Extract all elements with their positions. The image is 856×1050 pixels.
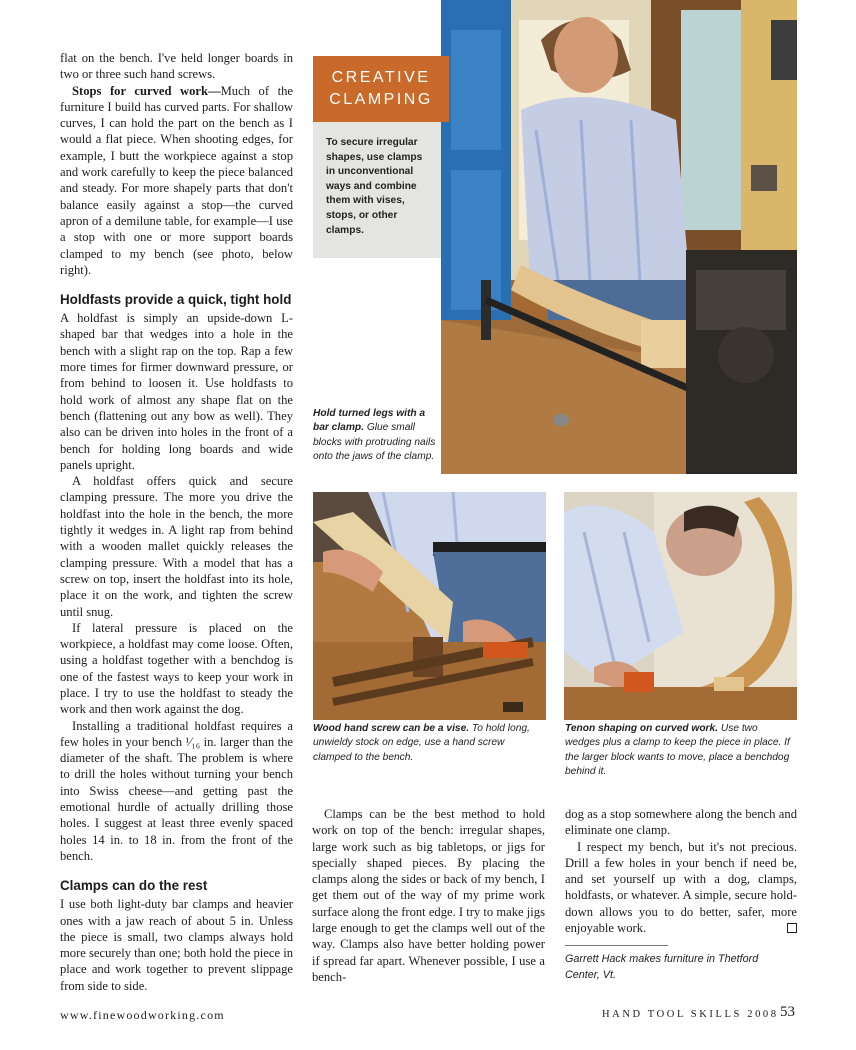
paragraph: A holdfast offers quick and secure clamping pressure. The more you drive the holdfast into the hole in the bench, the more tightly it wedges in. A light rap from behind with a wooden mallet quickly releases the clamping pressure. With a model that has a screw on top, insert the holdfast into its hole, place it on the work, and tighten the screw until snug. — [60, 474, 293, 619]
section-heading: Holdfasts provide a quick, tight hold — [60, 292, 292, 308]
run-in-heading: Stops for curved work— — [72, 83, 221, 98]
paragraph: I use both light-duty bar clamps and heavier ones with a jaw reach of about 5 in. Unless the piece is small, two clamps always hold more securely than one; both hold the piece in place and work together to prevent slippage from side to side. — [60, 897, 293, 993]
end-mark-icon — [787, 923, 797, 933]
sidebar-title-line-1: CREATIVE — [331, 69, 431, 86]
page-number: 53 — [780, 1004, 795, 1020]
photo-hand-screw-vise — [313, 492, 546, 720]
paragraph — [60, 83, 293, 279]
paragraph: A holdfast is simply an upside-down L-shaped bar that wedges into a hole in the bench with a slight rap on the top. Rap a few more times for firmer downward pressure, or from behind to loosen it. Use holdfasts to hold work of almost any shape flat on the bench (flattening out any bow as well). They also can be driven into holes in the front of a bench for holding long boards and wide panels upright. — [60, 311, 293, 472]
article-column-1 — [60, 50, 293, 994]
article-column-3 — [565, 806, 797, 936]
caption-bold: Wood hand screw can be a vise. — [313, 723, 470, 734]
sidebar-title-box — [313, 56, 449, 122]
article-column-2 — [312, 806, 545, 985]
caption-bold: Tenon shaping on curved work. — [565, 723, 719, 734]
caption-text: Glue small blocks with protruding nails onto the jaws of the clamp. — [313, 422, 436, 463]
sidebar-title-line-2: CLAMPING — [329, 91, 433, 108]
photo-hand-screw-illustration — [313, 492, 546, 720]
paragraph-text: Much of the furniture I build has curved parts. For shallow curves, I can hold the part on the bench as I would a flat piece. When shooting edges, for example, I butt the workpiece against a stop and work carefully to keep the piece balanced and steady. For more shapely parts that don't balance easily against a stop—the curved apron of a demilune table, for example—I use a stop with one or more support boards clamped to my bench (see photo, below right). — [60, 83, 293, 277]
photo-bar-clamp-turned-leg — [441, 0, 797, 474]
photo-bar-clamp-illustration — [441, 0, 797, 474]
paragraph: If lateral pressure is placed on the workpiece, a holdfast may come loose. Often, using a holdfast together with a benchdog is one of the fastest ways to keep your work in place. I try to use the holdfast to steady the work and then work against the dog. — [60, 620, 293, 717]
photo-tenon-shaping-illustration — [564, 492, 797, 720]
section-heading: Clamps can do the rest — [60, 878, 208, 894]
paragraph: flat on the bench. I've held longer boards in two or three such hand screws. — [60, 51, 293, 82]
photo-tenon-shaping — [564, 492, 797, 720]
caption-tenon-shaping — [565, 722, 793, 780]
caption-hand-screw — [313, 722, 545, 765]
caption-bold: Hold turned legs with a bar clamp. — [313, 408, 426, 434]
bio-divider — [565, 945, 668, 946]
paragraph: dog as a stop somewhere along the bench and eliminate one clamp. — [565, 807, 797, 838]
caption-text: Use two wedges plus a clamp to keep the piece in place. If the larger block wants to move, place a benchdog behind it. — [565, 723, 790, 778]
caption-bar-clamp — [313, 407, 437, 465]
footer-publication-title: HAND TOOL SKILLS 2008 — [602, 1009, 779, 1020]
paragraph: Clamps can be the best method to hold work on top of the bench: irregular shapes, large work such as big tabletops, or jigs for specially shaped pieces. By placing the clamps along the sides or back of my bench, I get them out of the way of my prime work surface along the front edge. I try to make jigs large enough to get the clamps well out of the way. Clamps also have better holding power if spread far apart. Whenever possible, I use a bench- — [312, 807, 545, 984]
caption-text: To hold long, unwieldy stock on edge, use a hand screw clamped to the bench. — [313, 723, 530, 763]
paragraph: Installing a traditional holdfast requires a few holes in your bench ¹⁄₁₆ in. larger than the diameter of the shaft. The problem is where to drill the holes without turning your bench into Swiss cheese—and getting past the emotional hurdle of actually drilling those holes. I suggest at least three evenly spaced holes 14 in. to 18 in. from the front of the bench. — [60, 718, 293, 863]
author-bio: Garrett Hack makes furniture in Thetford Center, Vt. — [565, 953, 759, 981]
paragraph — [565, 839, 797, 937]
footer-url: www.finewoodworking.com — [60, 1008, 225, 1022]
sidebar-description: To secure irregular shapes, use clamps in unconventional ways and combine them with vises, stops, or other clamps. — [313, 122, 441, 258]
paragraph-text: I respect my bench, but it's not precious. Drill a few holes in your bench if need be, and set yourself up with a dog, clamps, holdfasts, or whatever. A simple, secure hold-down allows you to do better, safer, more enjoyable work. — [565, 839, 797, 936]
